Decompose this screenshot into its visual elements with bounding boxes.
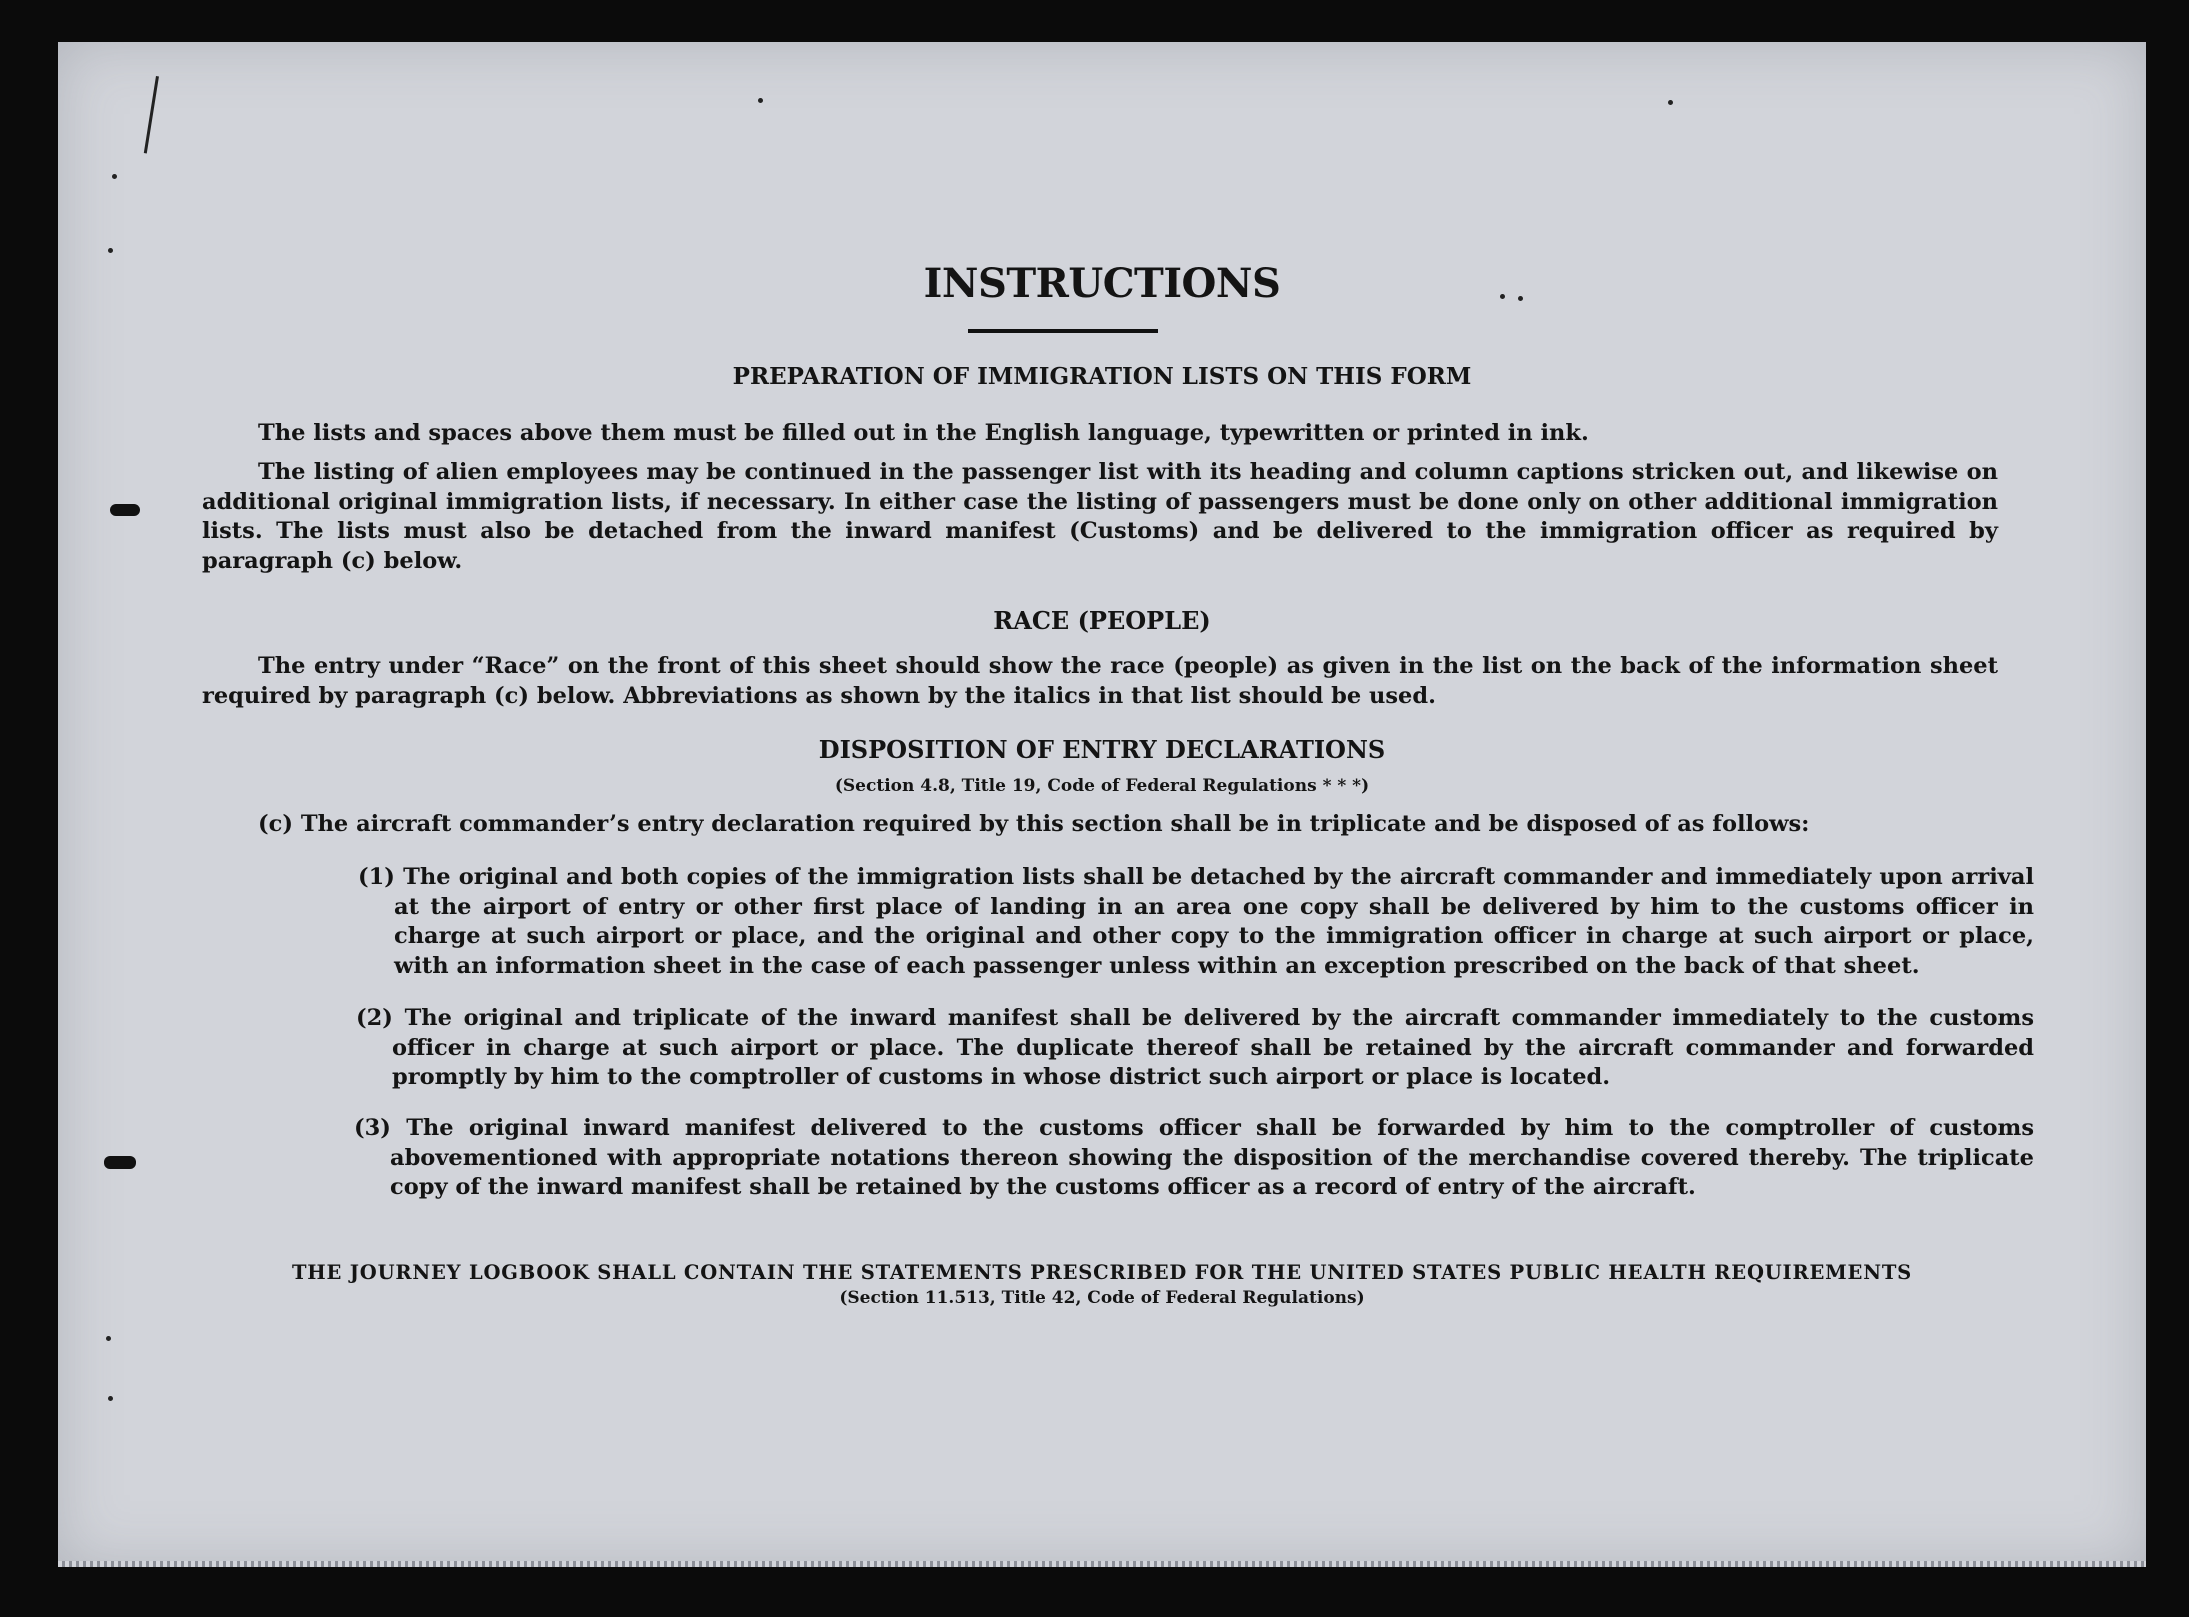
speck-mark <box>1668 100 1673 105</box>
section-heading-preparation: PREPARATION OF IMMIGRATION LISTS ON THIS FORM <box>732 363 1472 390</box>
punch-hole-mark <box>110 504 140 516</box>
item-number: (3) <box>354 1115 407 1141</box>
disposition-item <box>358 863 2034 981</box>
preparation-paragraph-2: The listing of alien employees may be continued in the passenger list with its heading and column captions stricken out, and likewise on additional original immigration lists, if necessary. In either case the listing of passengers must be done only on other additional immigration lists. The lists must also be detached from the inward manifest (Customs) and be delivered to the immigration officer as required by paragraph (c) below. <box>202 459 1998 574</box>
punch-hole-mark <box>104 1156 136 1169</box>
speck-mark <box>758 98 763 103</box>
document-page <box>58 42 2146 1567</box>
item-text: The original and both copies of the immigration lists shall be detached by the aircraft commander and immediately upon arrival at the airport of entry or other first place of landing in an area one copy shall be delivered by him to the customs officer in charge at such airport or place, and the original and other copy to the immigration officer in charge at such airport or place, with an information sheet in the case of each passenger unless within an exception prescribed on the back of that sheet. <box>394 864 2035 979</box>
speck-mark <box>108 1396 113 1401</box>
section-subheading-disposition: (Section 4.8, Title 19, Code of Federal Regulations * * *) <box>834 776 1370 796</box>
perforated-edge <box>58 1561 2146 1567</box>
title-underline <box>968 329 1158 333</box>
item-text: The original inward manifest delivered to the customs officer shall be forwarded by him to the comptroller of customs abovementioned with appropriate notations thereon showing the disposition of the merchandise covered thereby. The triplicate copy of the inward manifest shall be retained by the customs officer as a record of entry of the aircraft. <box>390 1115 2035 1200</box>
item-number: (1) <box>358 864 404 890</box>
speck-mark <box>108 248 113 253</box>
race-paragraph: The entry under “Race” on the front of this sheet should show the race (people) as given in the list on the back of the information sheet required by paragraph (c) below. Abbreviations as shown by the italics in that list should be used. <box>202 653 1998 709</box>
speck-mark <box>112 174 117 179</box>
preparation-paragraph-1: The lists and spaces above them must be filled out in the English language, typewritten or printed in ink. <box>258 420 1589 446</box>
speck-mark <box>106 1336 111 1341</box>
footer-citation: (Section 11.513, Title 42, Code of Federal Regulations) <box>839 1288 1365 1308</box>
item-text: The original and triplicate of the inward manifest shall be delivered by the aircraft commander immediately to the customs officer in charge at such airport or place. The duplicate thereof shall be retained by the aircraft commander and forwarded promptly by him to the comptroller of customs in whose district such airport or place is located. <box>392 1005 2035 1090</box>
disposition-intro: (c) The aircraft commander’s entry declaration required by this section shall be in triplicate and be disposed of as follows: <box>258 811 1810 837</box>
pen-stroke-mark <box>144 76 159 154</box>
page-title: INSTRUCTIONS <box>923 260 1281 307</box>
section-heading-race: RACE (PEOPLE) <box>993 606 1211 635</box>
footer-statement: THE JOURNEY LOGBOOK SHALL CONTAIN THE STATEMENTS PRESCRIBED FOR THE UNITED STATES PUBLIC HEALTH REQUIREMENTS <box>291 1261 1913 1284</box>
section-heading-disposition: DISPOSITION OF ENTRY DECLARATIONS <box>818 735 1386 764</box>
item-number: (2) <box>356 1005 405 1031</box>
disposition-item <box>354 1114 2034 1203</box>
disposition-item <box>356 1004 2034 1093</box>
